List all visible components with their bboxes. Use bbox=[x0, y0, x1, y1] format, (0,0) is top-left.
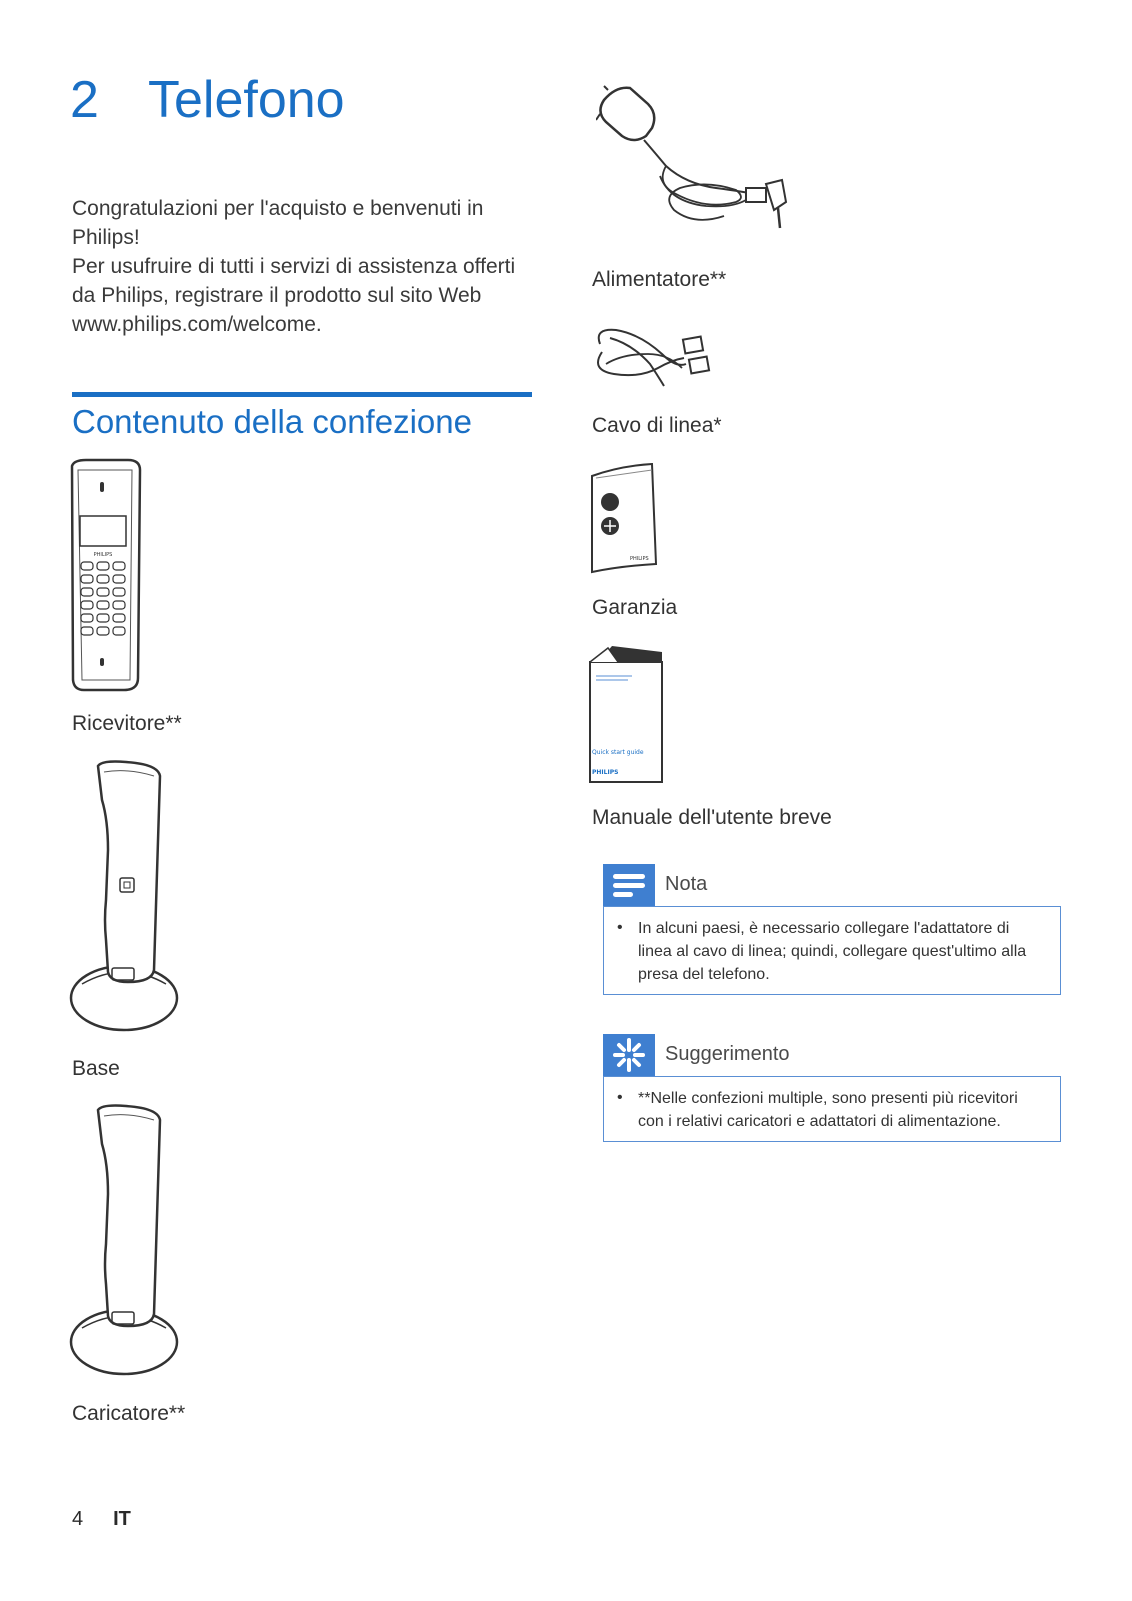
chapter-number: 2 bbox=[70, 71, 99, 129]
page-number: 4 bbox=[72, 1508, 84, 1530]
tip-box bbox=[603, 1076, 1061, 1142]
note-box bbox=[603, 906, 1061, 995]
note-header bbox=[603, 864, 803, 906]
tip-star-icon bbox=[603, 1034, 655, 1076]
intro-text bbox=[72, 194, 532, 339]
note-icon bbox=[603, 864, 655, 906]
intro-register: Per usufruire di tutti i servizi di assistenza offerti da Philips, registrare il prodotto sul sito Web www.philips.com/welcome. bbox=[72, 255, 516, 336]
caption-power-adapter: Alimentatore** bbox=[592, 268, 727, 291]
quick-guide-illustration bbox=[588, 644, 668, 784]
tip-title: Suggerimento bbox=[665, 1043, 790, 1065]
tip-bullet: • bbox=[617, 1089, 623, 1106]
handset-illustration bbox=[66, 458, 146, 694]
warranty-illustration bbox=[590, 462, 662, 576]
tip-text: **Nelle confezioni multiple, sono presenti più ricevitori con i relativi caricatori e adattatori di alimentazione. bbox=[638, 1090, 1018, 1130]
base-illustration bbox=[68, 760, 184, 1036]
warranty-brand: PHILIPS bbox=[630, 556, 649, 562]
caption-base: Base bbox=[72, 1057, 120, 1080]
chapter-title: Telefono bbox=[148, 71, 345, 129]
page-footer bbox=[72, 1508, 131, 1531]
note-text: In alcuni paesi, è necessario collegare l'adattatore di linea al cavo di linea; quindi, collegare quest'ultimo alla presa del telefono. bbox=[638, 920, 1027, 983]
intro-welcome: Congratulazioni per l'acquisto e benvenuti in Philips! bbox=[72, 197, 484, 249]
tip-header bbox=[603, 1034, 843, 1076]
caption-handset: Ricevitore** bbox=[72, 712, 182, 735]
line-cord-illustration bbox=[592, 324, 722, 396]
handset-brand: PHILIPS bbox=[93, 552, 113, 558]
section-rule bbox=[72, 392, 532, 397]
power-adapter-illustration bbox=[596, 84, 796, 240]
chapter-heading bbox=[70, 70, 345, 130]
guide-label: Quick start guide bbox=[592, 749, 644, 756]
caption-line-cord: Cavo di linea* bbox=[592, 414, 722, 437]
caption-warranty: Garanzia bbox=[592, 596, 678, 619]
language-code: IT bbox=[113, 1508, 131, 1530]
charger-illustration bbox=[68, 1104, 184, 1380]
section-title: Contenuto della confezione bbox=[72, 403, 472, 440]
guide-brand: PHILIPS bbox=[592, 769, 619, 776]
note-bullet: • bbox=[617, 919, 623, 936]
note-title: Nota bbox=[665, 873, 708, 895]
caption-charger: Caricatore** bbox=[72, 1402, 186, 1425]
caption-quick-guide: Manuale dell'utente breve bbox=[592, 806, 832, 829]
